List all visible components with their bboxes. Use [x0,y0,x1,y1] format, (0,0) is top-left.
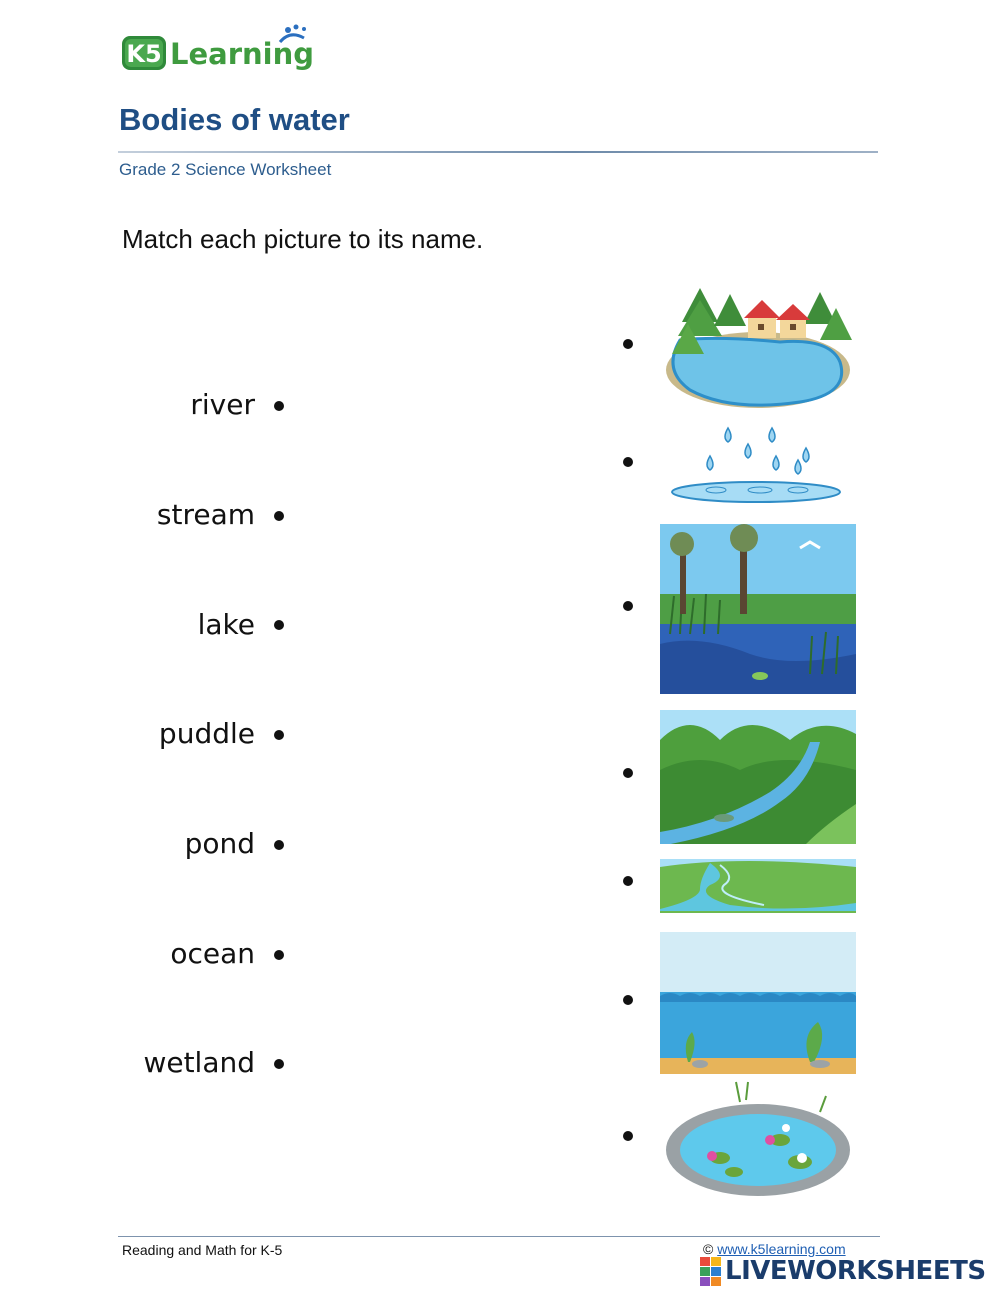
match-dot-wetland[interactable] [274,1059,284,1069]
ocean-picture-icon [660,932,856,1074]
word-river: river [190,388,255,421]
header-divider [118,151,878,153]
match-dot-stream[interactable] [274,511,284,521]
match-dot-river[interactable] [274,401,284,411]
match-dot-pond[interactable] [274,840,284,850]
lake-picture-icon [660,278,856,412]
page-title: Bodies of water [119,102,350,137]
match-dot-picture-2[interactable] [623,457,633,467]
match-dot-picture-4[interactable] [623,768,633,778]
stream-picture-icon [660,859,856,913]
puddle-picture-icon [660,422,856,508]
river-picture-icon [660,710,856,844]
footer-tagline: Reading and Math for K-5 [122,1242,283,1258]
page-subtitle: Grade 2 Science Worksheet [119,160,332,179]
match-dot-ocean[interactable] [274,950,284,960]
word-ocean: ocean [170,937,255,970]
liveworksheets-logo [700,1256,986,1286]
match-dot-picture-3[interactable] [623,601,633,611]
copyright-symbol: © [703,1241,714,1257]
k5learning-link[interactable]: www.k5learning.com [717,1241,846,1257]
liveworksheets-blocks-icon [700,1257,721,1286]
wetland-picture-icon [660,524,856,694]
match-dot-lake[interactable] [274,620,284,630]
footer-divider [118,1236,880,1237]
match-dot-picture-7[interactable] [623,1131,633,1141]
match-dot-picture-6[interactable] [623,995,633,1005]
instructions: Match each picture to its name. [122,224,484,254]
pond-picture-icon [660,1076,856,1200]
k5-learning-logo [120,22,335,76]
word-puddle: puddle [158,717,255,750]
svg-text:Learning: Learning [170,37,315,71]
word-lake: lake [197,608,255,641]
footer-copyright [703,1241,846,1257]
word-wetland: wetland [143,1046,255,1079]
match-dot-picture-1[interactable] [623,339,633,349]
match-dot-picture-5[interactable] [623,876,633,886]
match-dot-puddle[interactable] [274,730,284,740]
svg-text:K5: K5 [126,40,162,68]
word-pond: pond [184,827,255,860]
liveworksheets-brand: LIVEWORKSHEETS [725,1256,986,1286]
word-stream: stream [156,498,255,531]
